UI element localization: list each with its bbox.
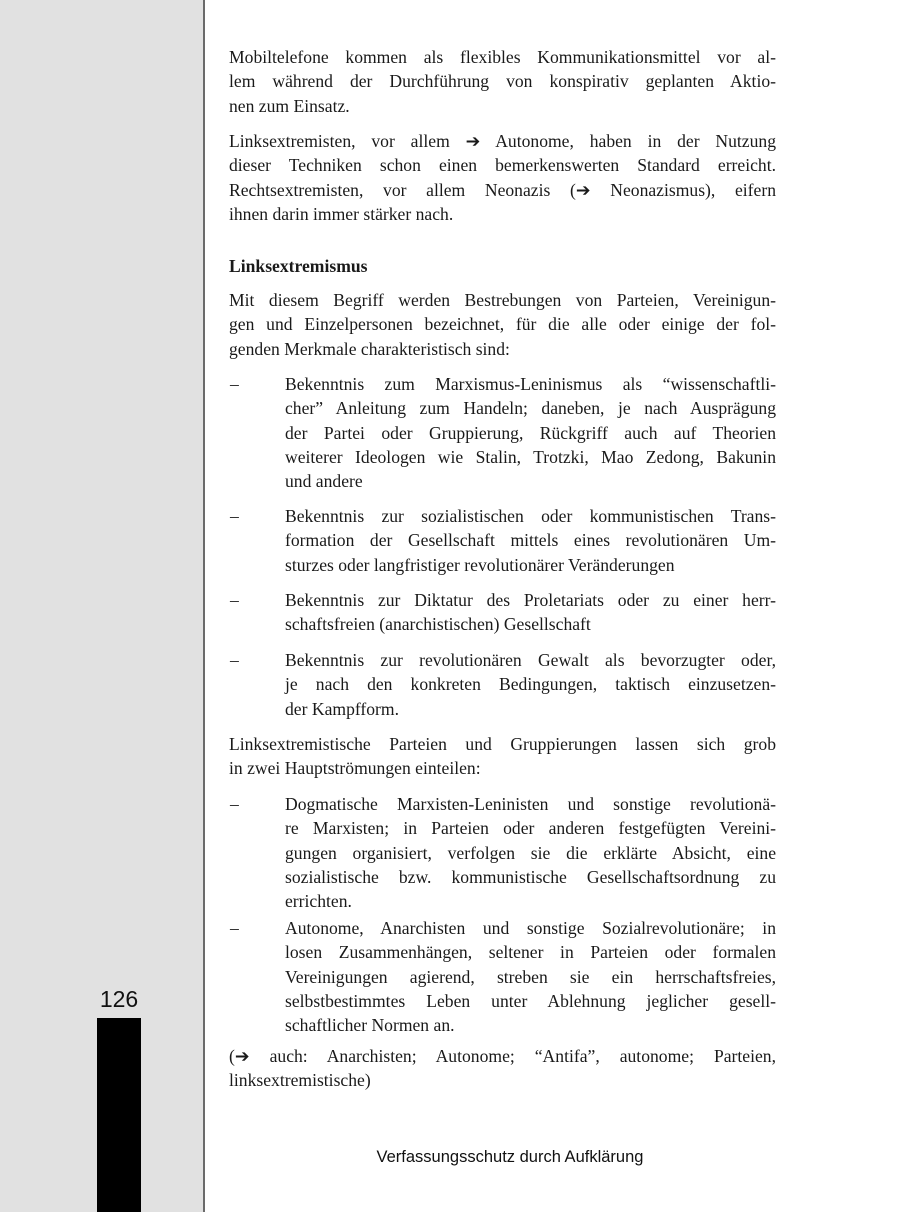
margin-divider — [203, 0, 205, 1212]
text-line: Bekenntnis zur revolutionären Gewalt als bevorzugter oder, — [285, 650, 776, 670]
text-line: nen zum Einsatz. — [229, 95, 350, 116]
text-line: weiterer Ideologen wie Stalin, Trotzki, Mao Zedong, Bakunin — [285, 446, 776, 467]
paragraph — [229, 732, 776, 781]
text-line: und andere — [285, 471, 363, 492]
paragraph — [229, 1044, 776, 1093]
text-line: selbstbestimmtes Leben unter Ablehnung jeglicher gesell- — [285, 990, 776, 1011]
list-item — [229, 916, 776, 1037]
text-line: schaftlicher Normen an. — [285, 1015, 455, 1036]
text-line: Autonome, Anarchisten und sonstige Sozialrevolutionäre; in — [285, 918, 776, 938]
list-item — [229, 792, 776, 913]
text-line: Bekenntnis zum Marxismus-Leninismus als “wissenschaftli- — [285, 374, 776, 394]
text-line: losen Zusammenhängen, seltener in Parteien oder formalen — [285, 942, 776, 963]
list-dash: – — [230, 650, 239, 670]
list-dash: – — [230, 794, 239, 814]
text-line: Rechtsextremisten, vor allem Neonazis (➔ Neonazismus), eifern — [229, 179, 776, 200]
text-line: dieser Techniken schon einen bemerkenswerten Standard erreicht. — [229, 155, 776, 176]
text-line: sozialistische bzw. kommunistische Gesellschaftsordnung zu — [285, 866, 776, 887]
list-dash: – — [230, 590, 239, 610]
page-footer: Verfassungsschutz durch Aufklärung — [376, 1148, 644, 1166]
paragraph — [229, 288, 776, 361]
text-line: Dogmatische Marxisten-Leninisten und sonstige revolutionä- — [285, 794, 776, 814]
text-line: Linksextremismus — [229, 256, 368, 276]
text-line: Bekenntnis zur sozialistischen oder kommunistischen Trans- — [285, 506, 776, 526]
text-line: gungen organisiert, verfolgen sie die erklärte Absicht, eine — [285, 842, 776, 863]
text-line: der Partei oder Gruppierung, Rückgriff auch auf Theorien — [285, 422, 776, 443]
list-dash: – — [230, 506, 239, 526]
list-item — [229, 588, 776, 637]
list-item — [229, 648, 776, 721]
list-item — [229, 372, 776, 493]
page-number-tab — [97, 1018, 141, 1212]
text-line: cher” Anleitung zum Handeln; daneben, je nach Ausprägung — [285, 398, 776, 419]
text-line: Bekenntnis zur Diktatur des Proletariats oder zu einer herr- — [285, 590, 776, 610]
text-line: formation der Gesellschaft mittels eines revolutionären Um- — [285, 530, 776, 551]
list-item — [229, 504, 776, 577]
list-dash: – — [230, 374, 239, 394]
text-line: genden Merkmale charakteristisch sind: — [229, 338, 510, 359]
text-line: Linksextremistische Parteien und Gruppierungen lassen sich grob — [229, 734, 776, 754]
paragraph — [229, 129, 776, 226]
text-line: schaftsfreien (anarchistischen) Gesellschaft — [285, 614, 591, 635]
text-line: linksextremistische) — [229, 1070, 371, 1091]
text-line: gen und Einzelpersonen bezeichnet, für die alle oder einige der fol- — [229, 314, 776, 335]
text-line: lem während der Durchführung von konspirativ geplanten Aktio- — [229, 71, 776, 92]
text-line: Mobiltelefone kommen als flexibles Kommunikationsmittel vor al- — [229, 47, 776, 67]
text-line: Vereinigungen agierend, streben sie ein herrschaftsfreies, — [285, 966, 776, 987]
text-line: der Kampfform. — [285, 698, 399, 719]
text-line: Linksextremisten, vor allem ➔ Autonome, haben in der Nutzung — [229, 131, 776, 151]
text-line: ihnen darin immer stärker nach. — [229, 203, 454, 224]
text-line: sturzes oder langfristiger revolutionärer Veränderungen — [285, 554, 675, 575]
paragraph — [229, 45, 776, 118]
text-line: in zwei Hauptströmungen einteilen: — [229, 758, 481, 779]
text-line: errichten. — [285, 891, 352, 912]
text-line: (➔ auch: Anarchisten; Autonome; “Antifa”, autonome; Parteien, — [229, 1046, 776, 1066]
text-line: je nach den konkreten Bedingungen, taktisch einzusetzen- — [285, 674, 776, 695]
page-number: 126 — [99, 986, 139, 1012]
text-line: re Marxisten; in Parteien oder anderen festgefügten Vereini- — [285, 818, 776, 839]
text-line: Mit diesem Begriff werden Bestrebungen von Parteien, Vereinigun- — [229, 290, 776, 310]
list-dash: – — [230, 918, 239, 938]
section-heading — [229, 254, 776, 278]
